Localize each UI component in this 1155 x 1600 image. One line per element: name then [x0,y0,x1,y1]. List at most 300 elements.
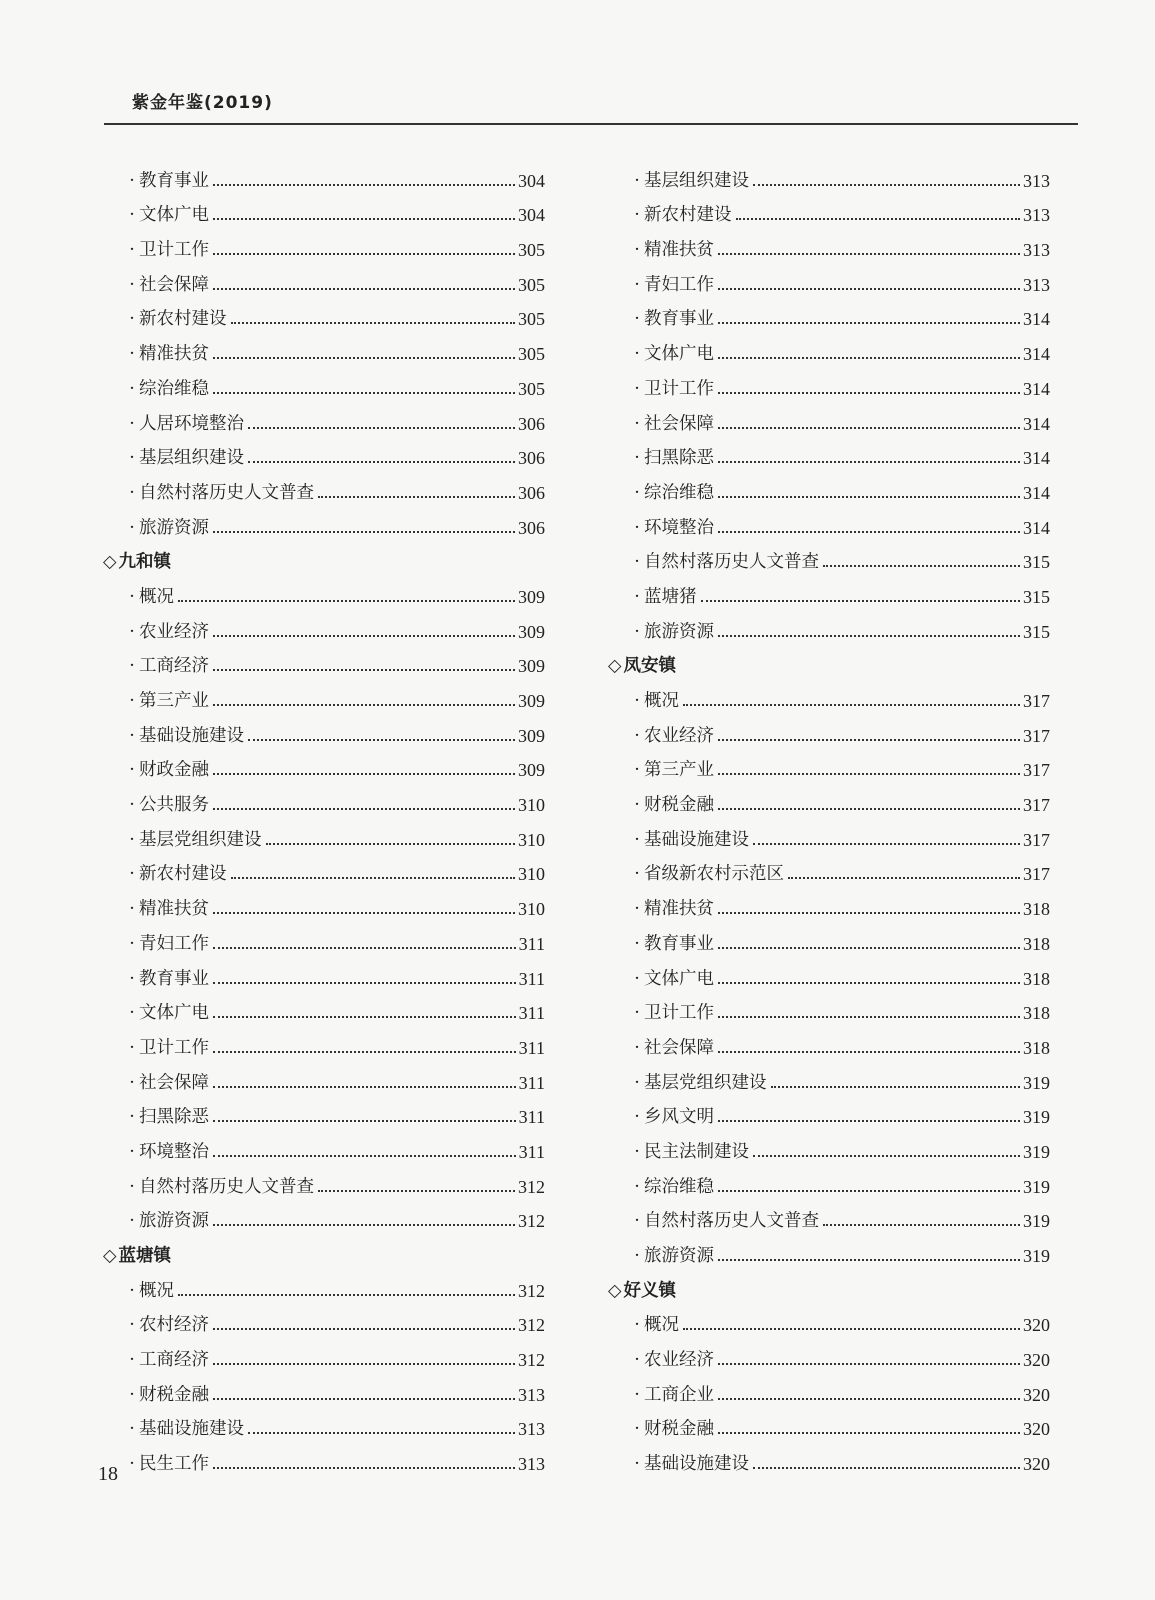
dot-leader [213,1397,515,1400]
bullet-icon: · [634,413,640,434]
toc-entry[interactable] [125,1198,545,1233]
bullet-icon: · [634,691,640,711]
entry-page-number: 304 [518,170,545,191]
toc-entry[interactable] [630,1336,1050,1371]
bullet-icon: · [129,656,135,677]
toc-entry[interactable] [125,157,545,192]
toc-entry[interactable] [125,365,545,400]
entry-title: 扫黑除恶 [644,448,714,469]
toc-entry[interactable] [630,1128,1050,1163]
toc-entry[interactable] [630,1094,1050,1129]
toc-entry[interactable] [630,157,1050,192]
entry-page-number: 318 [1023,933,1050,954]
entry-page-number: 318 [1023,1037,1050,1058]
bullet-icon: · [129,1384,135,1405]
bullet-icon: · [129,378,135,399]
toc-entry[interactable] [125,747,545,782]
entry-page-number: 310 [518,829,545,850]
toc-entry[interactable] [630,920,1050,955]
dot-leader [248,1431,515,1434]
bullet-icon: · [634,240,640,261]
entry-page-number: 315 [1023,552,1050,573]
bullet-icon: · [129,170,135,191]
entry-page-number: 314 [1023,517,1050,538]
dot-leader [213,1154,516,1157]
bullet-icon: · [634,1211,640,1232]
dot-leader [718,495,1020,498]
bullet-icon: · [634,933,640,954]
dot-leader [718,911,1020,914]
entry-title: 扫黑除恶 [139,1107,209,1128]
dot-leader [213,1223,515,1226]
bullet-icon: · [129,1280,135,1301]
entry-title: 基础设施建设 [644,1454,749,1475]
entry-page-number: 314 [1023,413,1050,434]
entry-title: 农业经济 [644,1350,714,1371]
bullet-icon: · [129,1176,135,1197]
toc-entry[interactable] [630,1024,1050,1059]
toc-entry[interactable] [630,1406,1050,1441]
entry-page-number: 317 [1023,795,1050,816]
entry-page-number: 318 [1023,1003,1050,1024]
dot-leader [318,1189,515,1192]
entry-title: 财政金融 [139,760,209,781]
entry-page-number: 319 [1023,1246,1050,1266]
entry-page-number: 312 [518,1350,545,1371]
entry-title: 卫计工作 [644,378,714,399]
entry-title: 农村经济 [139,1315,209,1336]
entry-title: 文体广电 [139,205,209,226]
bullet-icon: · [129,933,135,954]
entry-page-number: 315 [1023,586,1050,607]
entry-page-number: 313 [1023,274,1050,295]
bullet-icon: · [634,968,640,989]
diamond-icon: ◇ [608,1280,622,1301]
dot-leader [213,217,515,220]
toc-entry[interactable] [630,573,1050,608]
entry-title: 综治维稳 [644,1176,714,1197]
entry-title: 农业经济 [644,725,714,746]
dot-leader [213,1119,516,1122]
entry-title: 自然村落历史人文普查 [644,1211,819,1232]
entry-title: 基础设施建设 [139,725,244,746]
toc-entry[interactable] [125,573,545,608]
entry-page-number: 312 [518,1176,545,1197]
toc-entry[interactable] [125,330,545,365]
bullet-icon: · [129,1107,135,1128]
entry-title: 基础设施建设 [139,1419,244,1440]
toc-entry[interactable] [125,920,545,955]
dot-leader [213,183,515,186]
entry-page-number: 317 [1023,864,1050,885]
dot-leader [718,1015,1020,1018]
dot-leader [753,1466,1020,1469]
bullet-icon: · [634,1107,640,1128]
toc-column-right [608,157,1050,1475]
toc-entry[interactable] [125,261,545,296]
dot-leader [231,876,516,879]
toc-entry[interactable] [630,330,1050,365]
entry-title: 概况 [139,586,174,607]
dot-leader [178,599,515,602]
dot-leader [718,460,1020,463]
dot-leader [213,391,515,394]
dot-leader [213,287,515,290]
entry-page-number: 312 [518,1315,545,1336]
entry-title: 财税金融 [644,795,714,816]
toc-section-heading [608,1267,1050,1302]
entry-page-number: 313 [1023,240,1050,261]
bullet-icon: · [634,725,640,746]
dot-leader [213,252,515,255]
toc-entry[interactable] [630,469,1050,504]
toc-entry[interactable] [630,192,1050,227]
header-rule [104,123,1078,125]
dot-leader [718,738,1020,741]
entry-page-number: 311 [518,1141,545,1162]
entry-page-number: 305 [518,240,545,261]
entry-page-number: 320 [1023,1454,1050,1475]
entry-title: 环境整治 [139,1141,209,1162]
toc-entry[interactable] [125,990,545,1025]
entry-page-number: 305 [518,344,545,365]
page-number: 18 [98,1463,118,1485]
dot-leader [213,634,515,637]
entry-title: 社会保障 [644,1037,714,1058]
toc-entry[interactable] [125,296,545,331]
bullet-icon: · [129,517,135,538]
dot-leader [213,981,516,984]
toc-entry[interactable] [630,712,1050,747]
entry-page-number: 311 [518,968,545,989]
toc-entry[interactable] [125,643,545,678]
entry-title: 教育事业 [644,933,714,954]
entry-page-number: 313 [518,1419,545,1440]
toc-entry[interactable] [630,1371,1050,1406]
toc-entry[interactable] [630,504,1050,539]
dot-leader [718,1119,1020,1122]
toc-entry[interactable] [125,1302,545,1337]
bullet-icon: · [129,586,135,607]
toc-entry[interactable] [125,955,545,990]
toc-entry[interactable] [125,504,545,539]
dot-leader [736,217,1021,220]
toc-entry[interactable] [630,816,1050,851]
bullet-icon: · [129,829,135,850]
dot-leader [753,1154,1020,1157]
bullet-icon: · [634,1246,640,1266]
toc-entry[interactable] [630,1163,1050,1198]
bullet-icon: · [129,274,135,295]
dot-leader [213,1362,515,1365]
entry-title: 基础设施建设 [644,829,749,850]
toc-entry[interactable] [125,1094,545,1129]
entry-page-number: 311 [518,1107,545,1128]
dot-leader [178,1293,515,1296]
entry-title: 青妇工作 [644,274,714,295]
entry-page-number: 319 [1023,1176,1050,1197]
toc-entry[interactable] [125,1440,545,1475]
bullet-icon: · [129,864,135,885]
toc-entry[interactable] [630,677,1050,712]
toc-entry[interactable] [630,539,1050,574]
dot-leader [718,391,1020,394]
toc-section-heading [103,1232,545,1267]
toc-section-heading [103,539,545,574]
toc-entry[interactable] [125,608,545,643]
toc-column-left [103,157,545,1475]
bullet-icon: · [634,1384,640,1405]
toc-entry[interactable] [630,955,1050,990]
dot-leader [213,772,515,775]
entry-title: 新农村建设 [644,205,732,226]
toc-entry[interactable] [125,1163,545,1198]
entry-page-number: 305 [518,378,545,399]
dot-leader [213,807,515,810]
entry-page-number: 314 [1023,482,1050,503]
entry-page-number: 306 [518,517,545,538]
toc-entry[interactable] [630,435,1050,470]
dot-leader [718,807,1020,810]
dot-leader [718,321,1020,324]
entry-page-number: 311 [518,1072,545,1093]
toc-entry[interactable] [630,296,1050,331]
toc-entry[interactable] [630,1302,1050,1337]
toc-entry[interactable] [630,1232,1050,1267]
toc-entry[interactable] [125,435,545,470]
dot-leader [718,1431,1020,1434]
toc-entry[interactable] [125,851,545,886]
bullet-icon: · [634,482,640,503]
toc-entry[interactable] [630,747,1050,782]
entry-page-number: 317 [1023,829,1050,850]
dot-leader [213,1015,516,1018]
dot-leader [823,564,1020,567]
toc-entry[interactable] [125,781,545,816]
dot-leader [266,842,516,845]
entry-page-number: 309 [518,760,545,781]
entry-title: 民主法制建设 [644,1141,749,1162]
entry-page-number: 319 [1023,1211,1050,1232]
dot-leader [248,738,515,741]
entry-page-number: 312 [518,1280,545,1301]
bullet-icon: · [634,344,640,365]
dot-leader [248,426,515,429]
entry-title: 文体广电 [139,1003,209,1024]
toc-entry[interactable] [125,677,545,712]
bullet-icon: · [634,586,640,607]
toc-entry[interactable] [630,885,1050,920]
entry-title: 第三产业 [139,691,209,711]
bullet-icon: · [634,552,640,573]
toc-entry[interactable] [125,1267,545,1302]
dot-leader [718,1362,1020,1365]
dot-leader [771,1085,1021,1088]
dot-leader [753,183,1020,186]
entry-page-number: 305 [518,309,545,330]
entry-title: 公共服务 [139,795,209,816]
bullet-icon: · [129,1037,135,1058]
entry-page-number: 309 [518,586,545,607]
bullet-icon: · [129,795,135,816]
toc-entry[interactable] [630,608,1050,643]
toc-entry[interactable] [125,400,545,435]
diamond-icon: ◇ [608,656,622,677]
entry-title: 第三产业 [644,760,714,781]
entry-title: 概况 [644,691,679,711]
bullet-icon: · [634,1003,640,1024]
toc-entry[interactable] [125,712,545,747]
bullet-icon: · [634,829,640,850]
toc-entry[interactable] [125,469,545,504]
bullet-icon: · [129,448,135,469]
entry-page-number: 314 [1023,378,1050,399]
bullet-icon: · [129,1211,135,1232]
toc-entry[interactable] [125,1371,545,1406]
entry-page-number: 320 [1023,1384,1050,1405]
bullet-icon: · [634,1176,640,1197]
entry-title: 青妇工作 [139,933,209,954]
entry-page-number: 305 [518,274,545,295]
entry-title: 综治维稳 [644,482,714,503]
toc-entry[interactable] [125,1336,545,1371]
entry-title: 教育事业 [139,968,209,989]
dot-leader [718,252,1020,255]
entry-page-number: 313 [1023,205,1050,226]
entry-page-number: 310 [518,864,545,885]
entry-page-number: 320 [1023,1419,1050,1440]
entry-page-number: 304 [518,205,545,226]
bullet-icon: · [129,1072,135,1093]
entry-title: 旅游资源 [644,621,714,642]
toc-section-heading [608,643,1050,678]
entry-page-number: 314 [1023,309,1050,330]
dot-leader [788,876,1020,879]
toc-entry[interactable] [630,1198,1050,1233]
bullet-icon: · [129,899,135,920]
entry-page-number: 319 [1023,1072,1050,1093]
dot-leader [718,1258,1020,1261]
toc-entry[interactable] [630,990,1050,1025]
toc-entry[interactable] [125,1128,545,1163]
bullet-icon: · [634,621,640,642]
dot-leader [823,1223,1020,1226]
entry-title: 卫计工作 [139,1037,209,1058]
entry-title: 蓝塘猪 [644,586,697,607]
running-header: 紫金年鉴(2019) [132,93,273,113]
toc-entry[interactable] [630,400,1050,435]
entry-title: 社会保障 [644,413,714,434]
toc-entry[interactable] [630,781,1050,816]
entry-title: 民生工作 [139,1454,209,1475]
toc-entry[interactable] [630,851,1050,886]
toc-entry[interactable] [125,1059,545,1094]
entry-page-number: 317 [1023,725,1050,746]
dot-leader [213,703,515,706]
entry-page-number: 314 [1023,448,1050,469]
entry-title: 新农村建设 [139,864,227,885]
entry-page-number: 306 [518,413,545,434]
entry-title: 概况 [139,1280,174,1301]
bullet-icon: · [634,1419,640,1440]
dot-leader [701,599,1021,602]
toc-entry[interactable] [630,261,1050,296]
entry-title: 环境整治 [644,517,714,538]
entry-title: 基层组织建设 [139,448,244,469]
toc-entry[interactable] [630,1059,1050,1094]
toc-entry[interactable] [630,226,1050,261]
dot-leader [718,946,1020,949]
toc-entry[interactable] [125,816,545,851]
dot-leader [718,356,1020,359]
entry-title: 卫计工作 [139,240,209,261]
toc-entry[interactable] [125,885,545,920]
entry-title: 精准扶贫 [139,344,209,365]
entry-title: 财税金融 [139,1384,209,1405]
dot-leader [213,911,515,914]
toc-entry[interactable] [125,192,545,227]
toc-entry[interactable] [630,365,1050,400]
toc-entry[interactable] [125,1024,545,1059]
bullet-icon: · [129,413,135,434]
dot-leader [213,1327,515,1330]
toc-entry[interactable] [630,1440,1050,1475]
entry-title: 新农村建设 [139,309,227,330]
bullet-icon: · [634,1141,640,1162]
entry-title: 基层党组织建设 [644,1072,767,1093]
bullet-icon: · [129,205,135,226]
bullet-icon: · [129,760,135,781]
entry-page-number: 311 [518,1037,545,1058]
dot-leader [231,321,516,324]
diamond-icon: ◇ [103,552,117,573]
entry-page-number: 309 [518,656,545,677]
section-title: 九和镇 [118,552,171,573]
bullet-icon: · [634,378,640,399]
entry-page-number: 309 [518,621,545,642]
entry-page-number: 309 [518,725,545,746]
dot-leader [213,356,515,359]
entry-title: 财税金融 [644,1419,714,1440]
entry-page-number: 320 [1023,1350,1050,1371]
entry-page-number: 309 [518,691,545,711]
entry-page-number: 306 [518,482,545,503]
bullet-icon: · [129,1454,135,1475]
bullet-icon: · [634,517,640,538]
entry-title: 旅游资源 [644,1246,714,1266]
bullet-icon: · [634,1315,640,1336]
entry-title: 文体广电 [644,968,714,989]
dot-leader [718,1050,1020,1053]
entry-title: 乡风文明 [644,1107,714,1128]
entry-page-number: 314 [1023,344,1050,365]
section-title: 凤安镇 [623,656,676,677]
entry-title: 卫计工作 [644,1003,714,1024]
entry-page-number: 313 [518,1454,545,1475]
bullet-icon: · [129,1141,135,1162]
entry-title: 教育事业 [139,170,209,191]
entry-page-number: 313 [1023,170,1050,191]
entry-page-number: 317 [1023,760,1050,781]
bullet-icon: · [129,240,135,261]
toc-entry[interactable] [125,226,545,261]
bullet-icon: · [129,1419,135,1440]
bullet-icon: · [129,1350,135,1371]
dot-leader [248,460,515,463]
entry-page-number: 320 [1023,1315,1050,1336]
entry-page-number: 318 [1023,968,1050,989]
toc-entry[interactable] [125,1406,545,1441]
